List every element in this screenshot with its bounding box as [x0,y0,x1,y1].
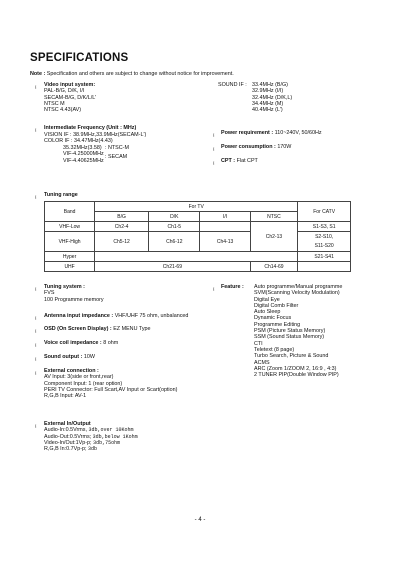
note-text: Specification and others are subject to change without notice for improvement. [46,71,234,77]
if-sub1-note: : NTSC-M [105,144,129,151]
table-cell: S1-S3, S1 [298,222,351,232]
if-sub2-value: VIF-4.25000MHz [63,151,104,157]
table-cell: Ch21-69 [95,262,250,272]
color-if-value: 34.47MHz(4.43) [73,138,113,144]
table-cell [298,232,351,252]
table-cell: S21-S41 [298,252,351,262]
external-connection-line: AV Input: 3(side or front,rear) [44,374,114,381]
sound-if-label: SOUND IF : [218,82,247,88]
external-io-line-a: Audio-Out:0.5Vrms; [44,433,92,440]
subheader-bg: B/G [95,212,149,222]
color-if [44,138,113,144]
vision-if-value: 38.9MHz,33.9MHz(SECAM-L') [73,131,147,138]
sound-if-line: 32.4MHz (D/K,L) [252,94,293,101]
sound-output [44,354,95,360]
bullet-icon: ¡ [35,194,37,200]
table-row [45,252,351,262]
antenna-label: Antenna input impedance : [44,313,114,319]
video-input-line: NTSC M [44,100,65,107]
tuning-system-line: 100 Programme memory [44,296,104,303]
external-io-title: External In/Output [44,421,91,427]
bullet-icon: ¡ [35,315,37,321]
band-cell: Hyper [45,252,95,262]
bullet-icon: ¡ [35,356,37,362]
video-input-line: PAL-B/G, D/K, I/I [44,88,85,95]
feature-item: Digital Comb Filter [254,302,299,309]
catv-line: S11-S20 [314,243,334,249]
power-requirement [221,130,322,136]
external-connection-line: Component Input: 1 (rear option) [44,380,123,387]
bullet-icon: ¡ [35,423,37,429]
bullet-icon: ¡ [213,286,215,292]
if-sub2-note: : SECAM [105,154,128,160]
bullet-icon: ¡ [35,286,37,292]
bullet-icon: ¡ [213,146,215,152]
tuning-system-line: FVS [44,290,55,297]
power-requirement-value: 110~240V, 50/60Hz [274,130,322,136]
sound-if-line: 40.4MHz (L') [252,107,283,114]
table-row [45,232,351,252]
osd-value: EZ MENU Type [113,326,151,332]
band-cell: VHF-Low [45,222,95,232]
feature-item: Digital Eye [254,296,280,303]
antenna-value: VHF/UHF 75 ohm, unbalanced [114,313,189,319]
feature-item: ACMS [254,359,270,366]
feature-item: PSM (Picture Status Memory) [254,328,326,335]
vision-if-label: VISION IF : [44,131,72,138]
osd-label: OSD (On Screen Display) : [44,326,112,332]
color-if-label: COLOR IF : [44,138,73,144]
note [30,71,234,77]
feature-item: Programme Editing [254,321,301,328]
voice-coil [44,340,118,346]
table-cell: Ch5-12 [95,232,149,252]
external-io-line-b: 3db,over 10Kohm [88,427,134,434]
external-io-line-b: 3db,75ohm [93,439,121,446]
if-title: Intermediate Frequency (Unit : MHz) [44,125,137,131]
subheader-dk: D/K [149,212,200,222]
tuning-range-title: Tuning range [44,192,78,198]
power-consumption [221,144,291,150]
if-sub1-value: 35.32MHz(3.58) [63,144,102,151]
external-io-line [44,446,138,452]
vision-if [44,132,146,138]
subheader-ii: I/I [200,212,250,222]
video-input-section [44,82,96,113]
cpt-value: Flat CPT [236,158,258,164]
table-row [45,202,351,212]
sound-if-line: 34.4MHz (M) [252,100,284,107]
table-cell [298,262,351,272]
header-for-catv: For CATV [298,202,351,222]
bullet-icon: ¡ [213,132,215,138]
sound-output-value: 10W [83,354,95,360]
feature-item: SVM(Scanning Velocity Modulation) [254,290,340,297]
cpt-label: CPT : [221,158,236,164]
sound-if-line: 33.4MHz (B/G) [252,82,288,88]
feature-item: CTI [254,340,263,347]
external-io-line-b: 3db [88,446,98,453]
feature-item: ARC (Zoom 1/ZOOM 2, 16:9 , 4:3) [254,365,337,372]
subheader-ntsc: NTSC [250,212,298,222]
video-input-line: NTSC 4.43(AV) [44,107,82,114]
catv-line: S2-S10, [315,234,334,240]
tuning-range-table [44,201,351,272]
bullet-icon: ¡ [35,370,37,376]
bullet-icon: ¡ [35,328,37,334]
note-label: Note : [30,71,46,77]
external-connection-line: R,G,B Input: AV-1 [44,393,87,400]
if-sub3-value: VIF-4.40625MHz [63,157,104,164]
header-for-tv: For TV [95,202,298,212]
feature-list [254,284,342,378]
video-input-title: Video input system: [44,82,96,88]
external-io-line-a: R,G,B In:0.7Vp-p; [44,446,87,453]
tuning-system-section [44,284,104,303]
power-consumption-value: 170W [277,144,292,150]
table-cell [200,222,250,232]
external-io-section [44,421,138,452]
external-connection-line: PERI TV Connector: Full Scart,AV Input or Scart(option) [44,386,178,393]
external-io-line-a: Video-In/Out:1Vp-p; [44,439,92,446]
table-row [45,262,351,272]
table-cell: Ch14-69 [250,262,298,272]
external-io-line-b: 3db,below 1Kohm [92,433,138,440]
sound-if-values [252,82,292,113]
page-number: - 4 - [194,517,206,523]
bullet-icon: ¡ [35,127,37,133]
feature-item: SSM (Sound Status Memory) [254,334,325,341]
power-requirement-label: Power requirement : [221,130,274,136]
feature-item: Dynamic Focus [254,315,292,322]
voice-coil-label: Voice coil impedance : [44,340,102,346]
table-cell: Ch4-13 [200,232,250,252]
video-input-line: SECAM-B/G, D/K/L/L' [44,94,97,101]
osd [44,326,151,332]
tuning-system-title: Tuning system : [44,284,85,290]
external-io-line-a: Audio-In:0.5Vrms, [44,427,87,434]
feature-item: Auto Sleep [254,309,281,316]
bullet-icon: ¡ [213,160,215,166]
external-connection-title: External connection : [44,368,99,374]
feature-label: Feature : [221,284,244,290]
external-connection-section [44,368,177,399]
table-cell [95,252,298,262]
voice-coil-value: 8 ohm [103,340,119,346]
bullet-icon: ¡ [35,84,37,90]
header-band: Band [45,202,95,222]
sound-if-line: 32.9MHz (I/I) [252,88,284,95]
band-cell: UHF [45,262,95,272]
feature-item: Auto programme/Manual programme [254,284,343,290]
table-cell: Ch6-12 [149,232,200,252]
power-consumption-label: Power consumption : [221,144,276,150]
table-cell: Ch1-5 [149,222,200,232]
cpt [221,158,258,164]
feature-item: 2 TUNER PIP(Double Window PIP) [254,372,339,379]
feature-item: Turbo Search, Picture & Sound [254,353,329,360]
table-row [45,222,351,232]
band-cell: VHF-High [45,232,95,252]
table-cell: Ch2-4 [95,222,149,232]
table-cell: Ch2-13 [250,222,298,252]
page-title: SPECIFICATIONS [30,52,129,64]
feature-item: Teletext (8 page) [254,346,295,353]
bullet-icon: ¡ [35,342,37,348]
antenna-impedance [44,313,188,319]
sound-output-label: Sound output : [44,354,83,360]
